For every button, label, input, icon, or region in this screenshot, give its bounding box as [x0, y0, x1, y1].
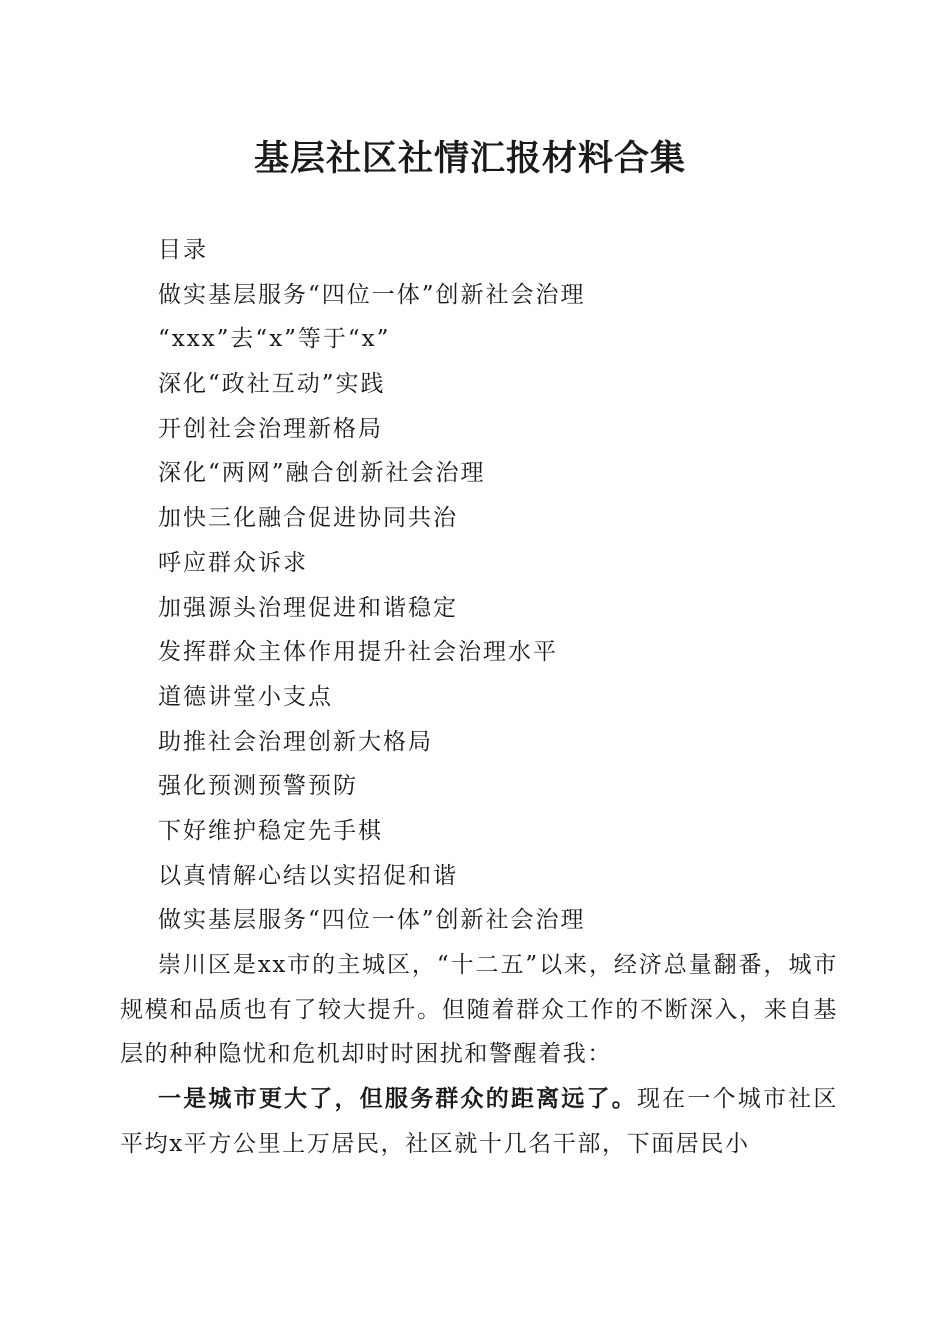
toc-heading: 目录 [158, 237, 208, 263]
toc-item: 下好维护稳定先手棋 [158, 817, 383, 844]
toc-item: 做实基层服务“四位一体”创新社会治理 [158, 281, 586, 308]
paragraph-lead-bold: 一是城市更大了，但服务群众的距离远了。 [158, 1085, 637, 1113]
toc-item: 发挥群众主体作用提升社会治理水平 [158, 639, 558, 666]
toc-item: 助推社会治理创新大格局 [158, 728, 433, 755]
body-text [120, 943, 838, 1167]
toc-item: “xxx”去“x”等于“x” [158, 326, 391, 353]
toc-item: 道德讲堂小支点 [158, 683, 333, 710]
toc-item: 强化预测预警预防 [158, 773, 358, 800]
toc-item: 以真情解心结以实招促和谐 [158, 862, 458, 889]
body-paragraph [120, 1077, 838, 1166]
table-of-contents [158, 228, 858, 943]
toc-item: 加快三化融合促进协同共治 [158, 505, 458, 532]
toc-item: 加强源头治理促进和谐稳定 [158, 594, 458, 621]
document-title: 基层社区社情汇报材料合集 [253, 138, 686, 179]
body-paragraph: 崇川区是xx市的主城区，“十二五”以来，经济总量翻番，城市规模和品质也有了较大提升。但随着群众工作的不断深入，来自基层的种种隐忧和危机却时时困扰和警醒着我： [120, 952, 838, 1068]
toc-item: 开创社会治理新格局 [158, 415, 383, 442]
toc-item: 呼应群众诉求 [158, 549, 308, 576]
toc-item: 深化“两网”融合创新社会治理 [158, 460, 486, 487]
section-heading: 做实基层服务“四位一体”创新社会治理 [158, 907, 586, 934]
paragraph-text: 现在一个城市社区平均x平方公里上万居民，社区就十几名干部，下面居民小 [120, 1086, 838, 1157]
toc-item: 深化“政社互动”实践 [158, 371, 386, 398]
